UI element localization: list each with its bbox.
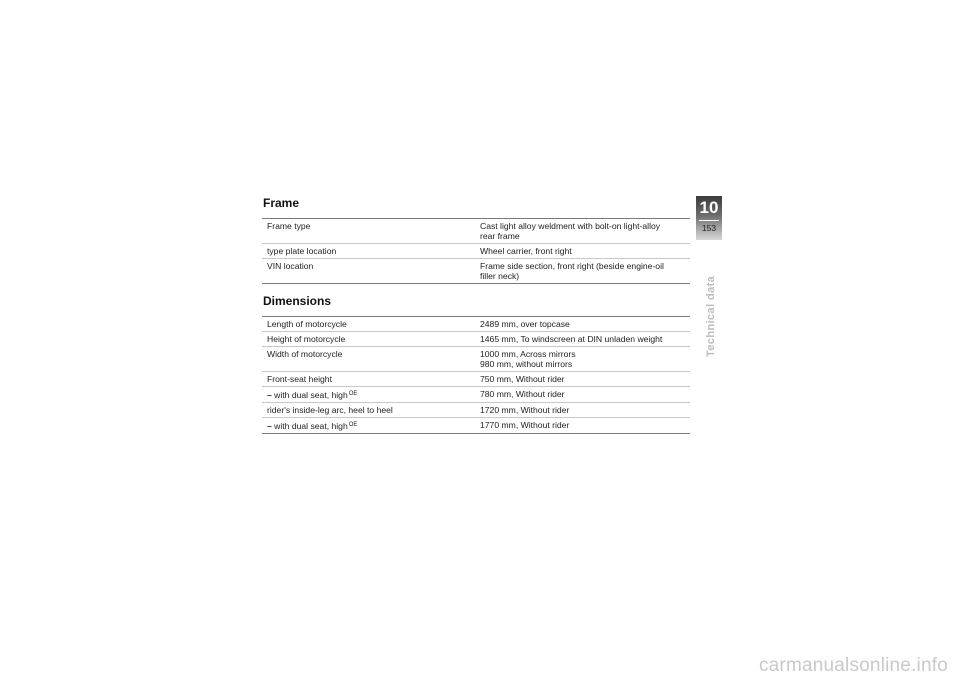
spec-label: VIN location [267,261,314,271]
table-row [262,347,690,372]
spec-label: Frame type [267,221,311,231]
spec-label: Width of motorcycle [267,349,343,359]
spec-value: Wheel carrier, front right [480,246,572,256]
spec-label: rider's inside-leg arc, heel to heel [267,405,393,415]
table-row [262,317,690,332]
spec-value: 750 mm, Without rider [480,374,565,384]
dash-marker: – [267,421,272,431]
dash-marker: – [267,390,272,400]
table-row [262,244,690,259]
spec-label [262,418,475,434]
table-row [262,219,690,244]
table-row [262,259,690,284]
table-row [262,372,690,387]
table-row [262,418,690,434]
frame-table [262,218,690,284]
spec-label: Front-seat height [267,374,332,384]
dimensions-table [262,316,690,434]
spec-label-text: with dual seat, high [274,421,348,431]
spec-value: 1770 mm, Without rider [480,420,570,430]
spec-label: Length of motorcycle [267,319,347,329]
oe-marker: OE [348,391,358,397]
chapter-tab [696,196,722,240]
table-row [262,387,690,403]
spec-value: 2489 mm, over topcase [480,319,570,329]
chapter-number: 10 [699,198,719,217]
spec-label: Height of motorcycle [267,334,346,344]
dimensions-heading: Dimensions [263,294,332,308]
page-content [262,196,690,434]
table-row [262,403,690,418]
spec-label-text: with dual seat, high [274,390,348,400]
spec-value: 780 mm, Without rider [480,389,565,399]
spec-value: 1720 mm, Without rider [480,405,570,415]
spec-value: 1465 mm, To windscreen at DIN unladen weight [480,334,663,344]
spec-value: Cast light alloy weldment with bolt-on light-alloy rear frame [480,221,661,241]
spec-label [262,387,475,403]
spec-value: 1000 mm, Across mirrors 980 mm, without mirrors [480,349,576,369]
watermark: carmanualsonline.info [758,655,948,676]
chapter-divider [699,220,719,221]
spec-label: type plate location [267,246,337,256]
page-number: 153 [701,223,717,233]
spec-value: Frame side section, front right (beside engine-oil filler neck) [480,261,664,281]
oe-marker: OE [348,422,358,428]
frame-heading: Frame [263,196,300,210]
table-row [262,332,690,347]
chapter-name: Technical data [705,276,717,358]
